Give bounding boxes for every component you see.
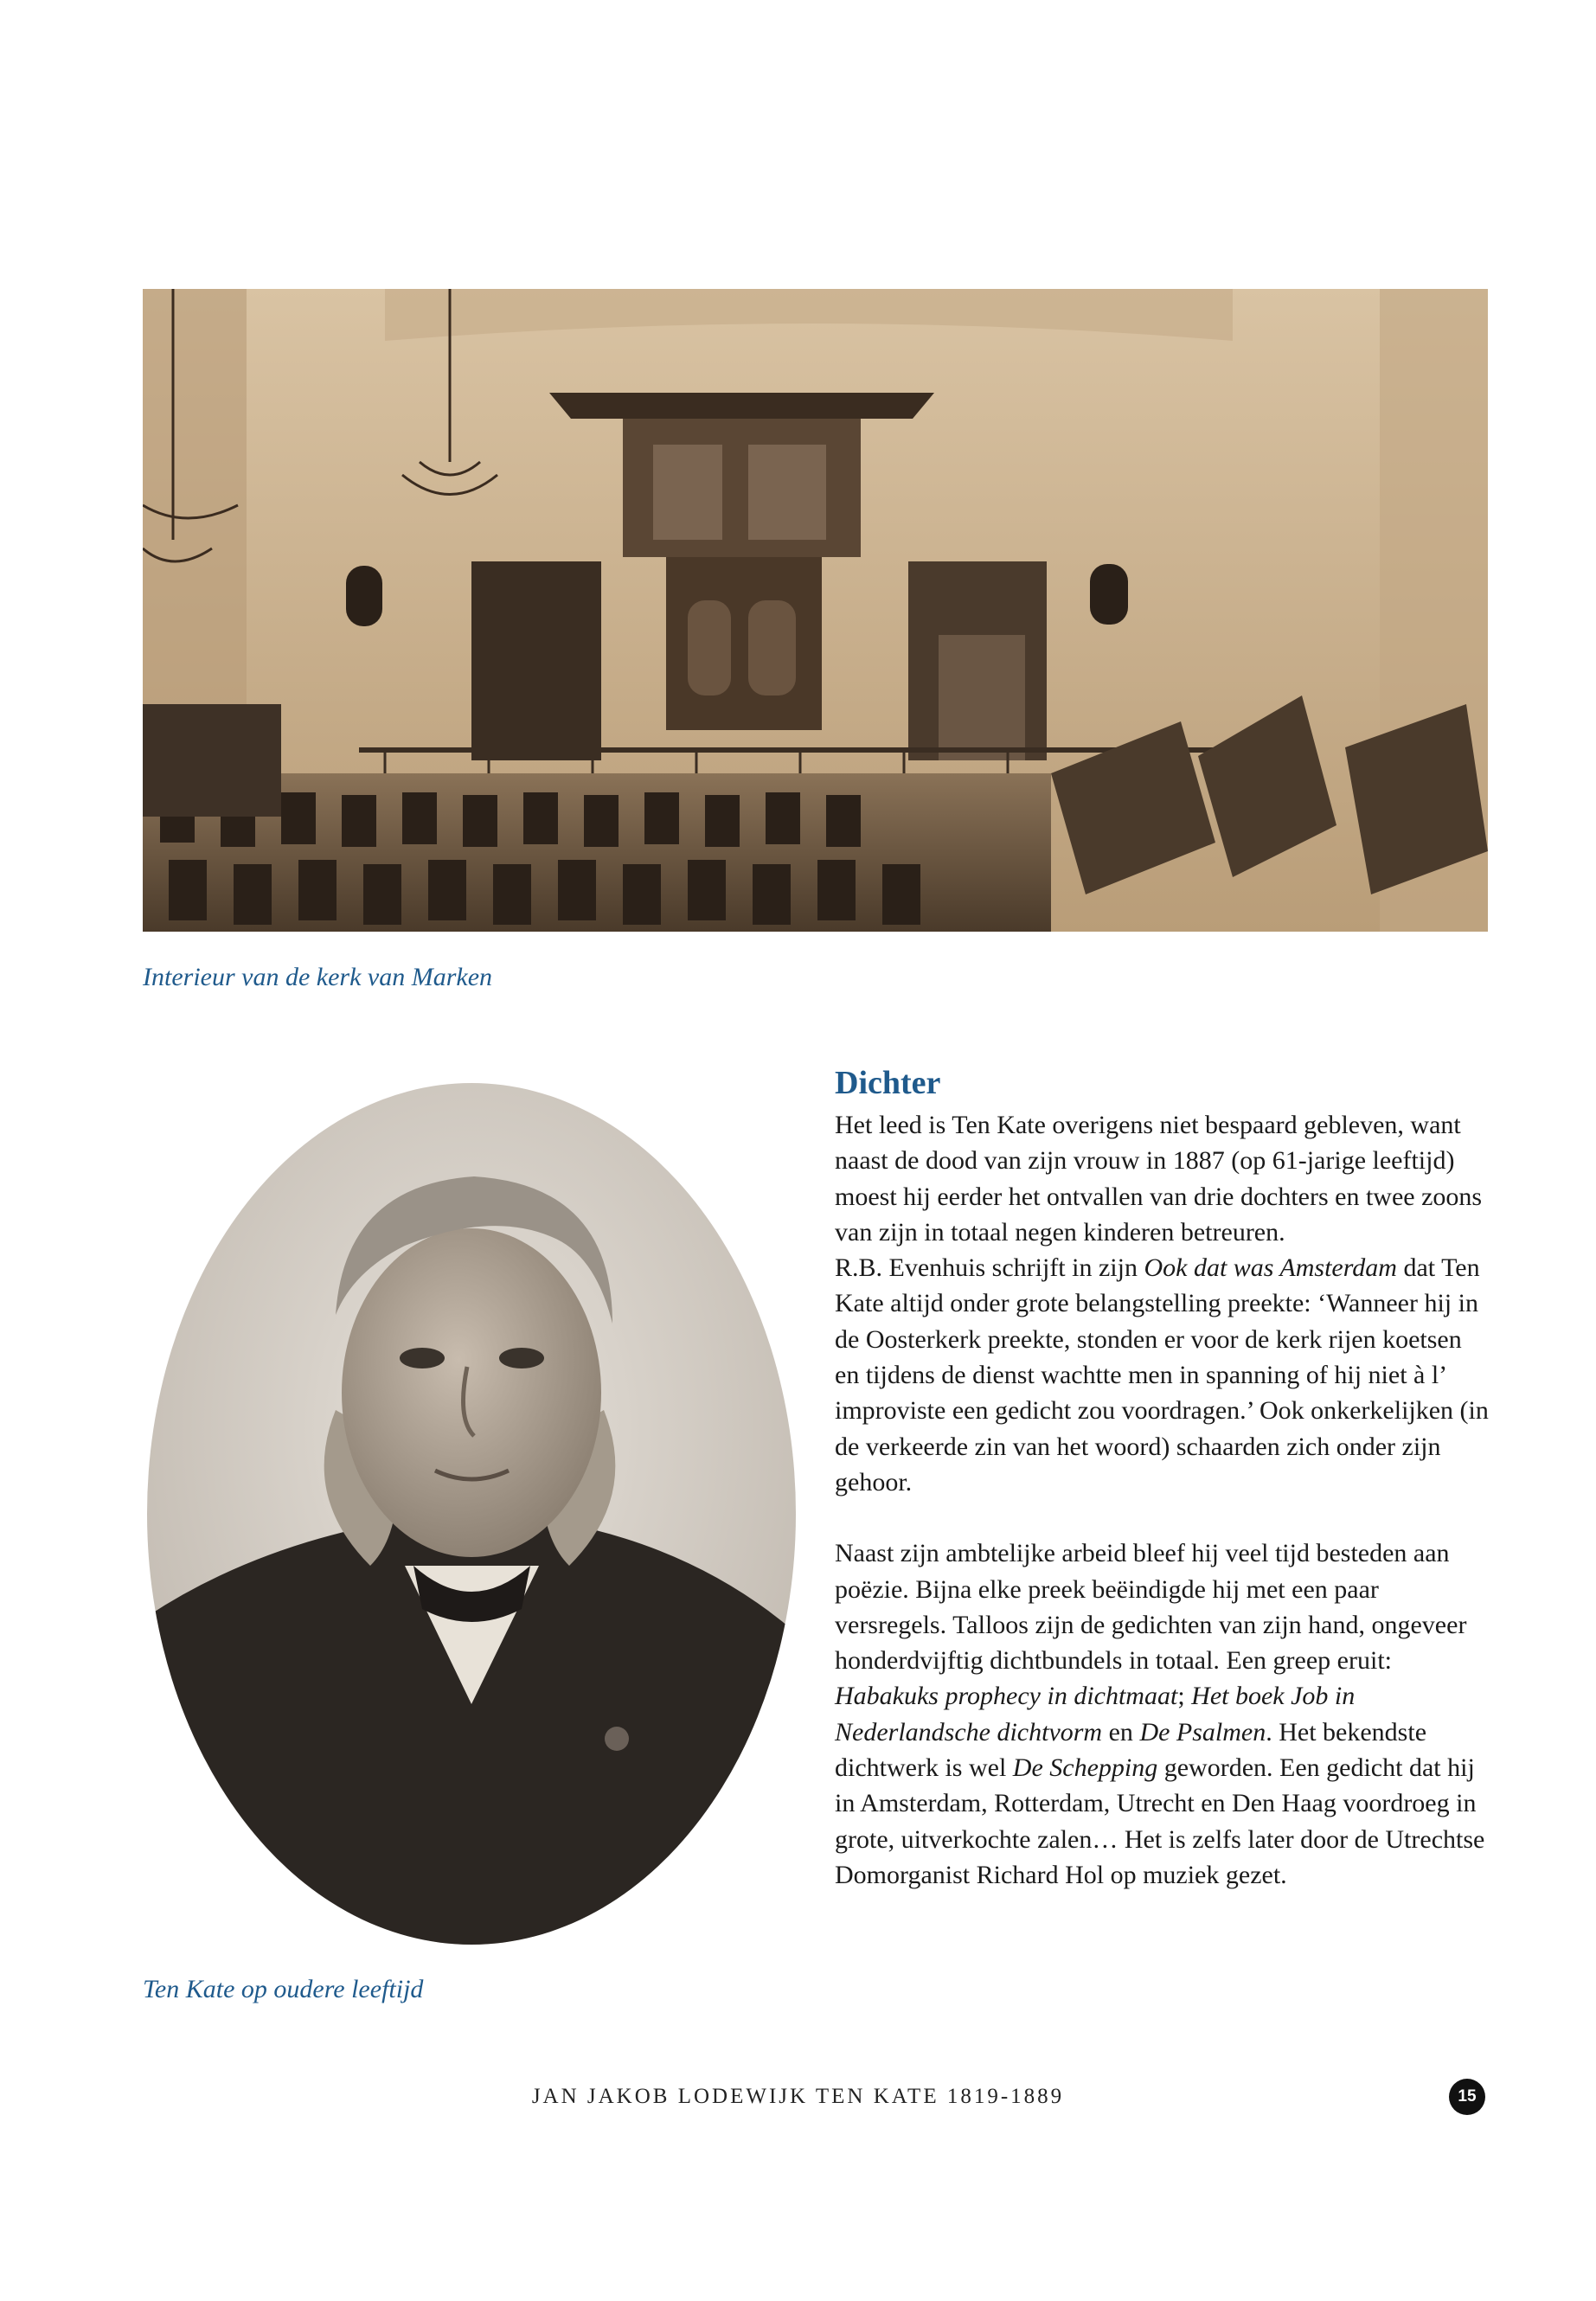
p3-title-3: De Psalmen [1139,1717,1266,1747]
p3-title-4: De Schepping [1012,1753,1158,1783]
p3-sep-2: en [1102,1717,1140,1747]
section-heading: Dichter [835,1065,941,1101]
church-interior-photo [143,289,1488,932]
p2-book-title: Ook dat was Amsterdam [1144,1253,1397,1283]
page-number-badge: 15 [1449,2079,1485,2115]
footer-title: JAN JAKOB LODEWIJK TEN KATE 1819-1889 [531,2085,1065,2108]
portrait-caption: Ten Kate op oudere leeftijd [143,1975,424,2003]
p3-title-2: Het boek Job in Nederlandsche dichtvorm [835,1682,1356,1747]
p2-text-b: dat Ten Kate altijd onder grote belangstelling preekte: ‘Wanneer hij in de Oosterkerk preekte, stonden er voor de kerk rijen koetsen en tijdens de dienst wachtte men in spanning of hij niet à l’ improviste een gedicht zou voordragen.’ Ook onkerkelijken (in de verkeerde zin van het woord) schaarden zich onder zijn gehoor. [835,1253,1489,1497]
church-photo-caption: Interieur van de kerk van Marken [143,963,493,991]
p3-sep-3: . Het bekendste dichtwerk is wel [835,1717,1427,1783]
church-interior-image [143,289,1488,932]
paragraph-1: Het leed is Ten Kate overigens niet bespaard gebleven, want naast de dood van zijn vrouw in 1887 (op 61-jarige leeftijd) moest hij eerder het ontvallen van drie dochters en twee zoons van zijn in totaal negen kinderen betreuren. [835,1111,1483,1247]
paragraph-gap [835,1500,1492,1535]
body-text [835,1107,1492,1893]
p3-title-1: Habakuks prophecy in dichtmaat [835,1682,1178,1711]
p3-text-b: geworden. Een gedicht dat hij in Amsterdam, Rotterdam, Utrecht en Den Haag voordroeg in grote, uitverkochte zalen… Het is zelfs later door de Utrechtse Domorganist Richard Hol op muziek gezet. [835,1753,1485,1889]
p3-text-a: Naast zijn ambtelijke arbeid bleef hij veel tijd besteden aan poëzie. Bijna elke preek beëindigde hij met een paar versregels. Talloos zijn de gedichten van zijn hand, ongeveer honderdvijftig dichtbundels in totaal. Een greep eruit: [835,1539,1467,1676]
paragraph-2 [835,1250,1492,1500]
p3-sep-1: ; [1177,1682,1192,1711]
paragraph-3 [835,1535,1492,1893]
portrait-photo [145,1081,798,1946]
portrait-image [145,1081,798,1946]
p2-text-a: R.B. Evenhuis schrijft in zijn [835,1253,1144,1283]
